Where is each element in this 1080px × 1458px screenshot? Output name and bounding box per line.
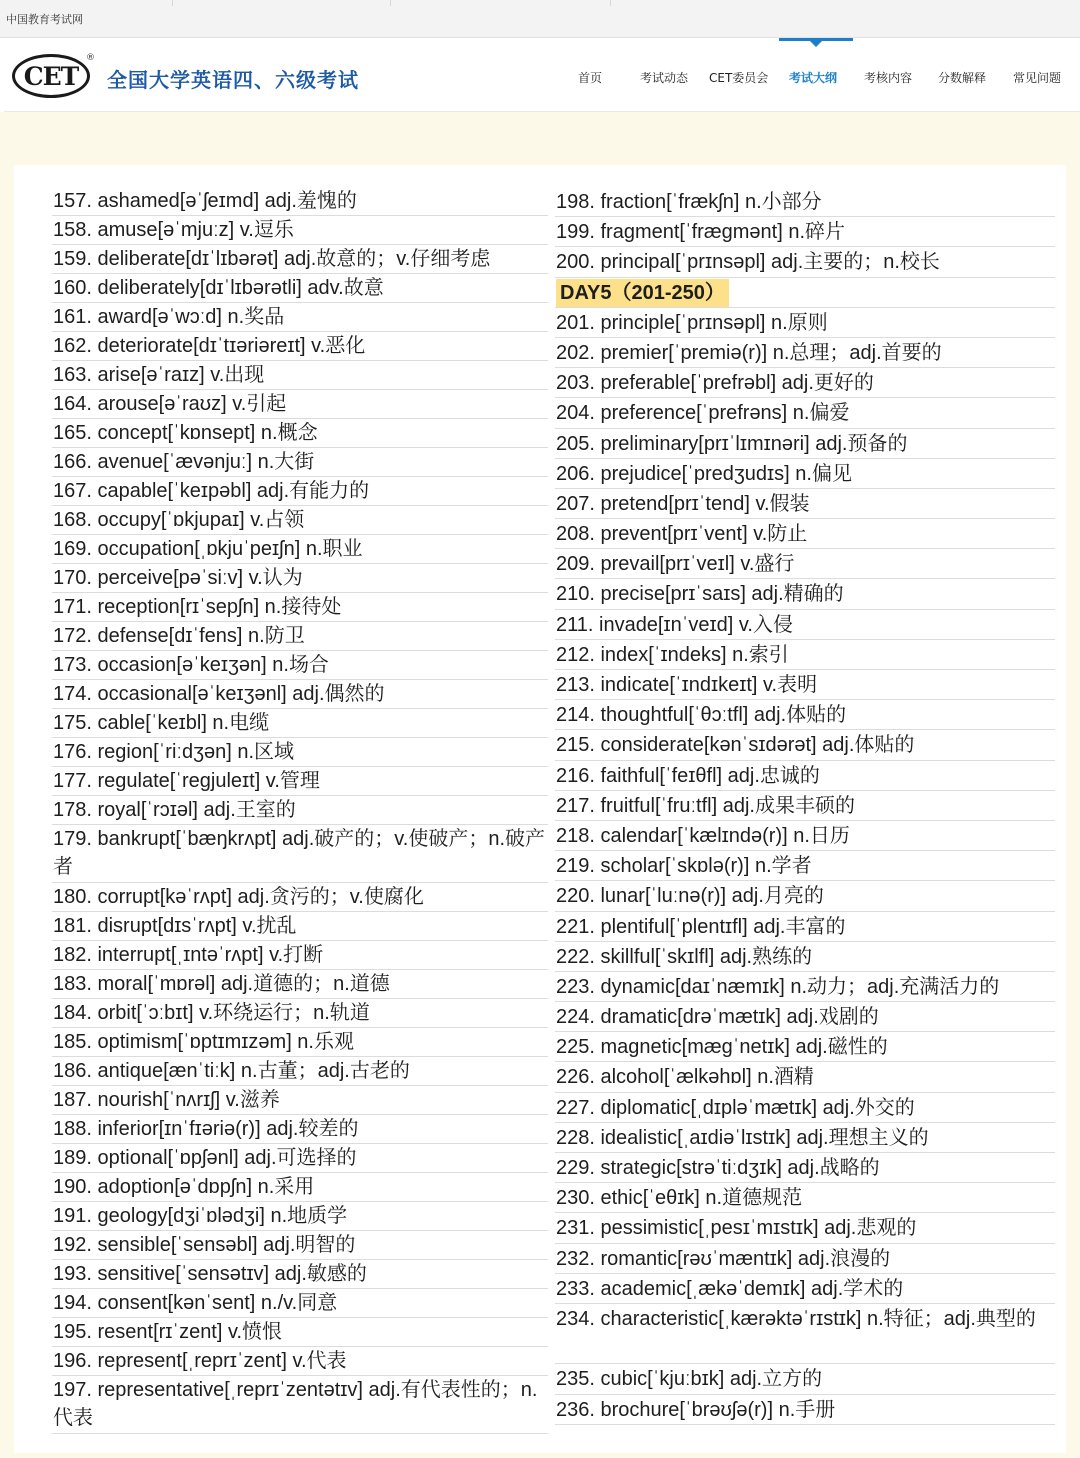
- vocab-entry-text: 228. idealistic[ˌaɪdiəˈlɪstɪk] adj.理想主义的: [556, 1126, 929, 1149]
- vocab-entry: [555, 730, 1055, 760]
- vocab-entry: [52, 1144, 548, 1173]
- vocab-entry-text: 207. pretend[prɪˈtend] v.假装: [556, 492, 810, 515]
- vocab-entry: [555, 1304, 1055, 1364]
- vocab-entry-text: 180. corrupt[kəˈrʌpt] adj.贪污的；v.使腐化: [53, 886, 424, 908]
- vocab-entry: [52, 564, 548, 593]
- vocab-entry-text: 188. inferior[ɪnˈfɪəriə(r)] adj.较差的: [53, 1118, 359, 1140]
- vocab-entry-text: 164. arouse[əˈraʊz] v.引起: [53, 393, 287, 415]
- vocab-entry: [555, 670, 1055, 700]
- vocab-entry-text: 175. cable[ˈkeɪbl] n.电缆: [53, 712, 270, 734]
- vocab-entry: [555, 912, 1055, 942]
- vocab-entry: [555, 187, 1055, 217]
- vocab-entry: [555, 1093, 1055, 1123]
- vocab-entry-text: 234. characteristic[ˌkærəktəˈrɪstɪk] n.特征；adj.典型的: [556, 1307, 1036, 1330]
- vocab-entry: [555, 761, 1055, 791]
- vocab-entry: [555, 217, 1055, 247]
- vocab-entry-text: 205. preliminary[prɪˈlɪmɪnəri] adj.预备的: [556, 432, 908, 455]
- vocab-entry-text: 194. consent[kənˈsent] n./v.同意: [53, 1292, 338, 1314]
- vocab-entry-text: 230. ethic[ˈeθɪk] n.道德规范: [556, 1187, 803, 1210]
- vocab-entry: [555, 1002, 1055, 1032]
- browser-tab-title[interactable]: 中国教育考试网: [6, 13, 83, 26]
- vocab-entry-text: 197. representative[ˌreprɪˈzentətɪv] adj.有代表性的；n.代表: [53, 1379, 538, 1429]
- vocab-entry: [52, 593, 548, 622]
- vocab-entry-text: 236. brochure[ˈbrəʊʃə(r)] n.手册: [556, 1398, 836, 1421]
- vocab-entry-text: 166. avenue[ˈævənjuː] n.大街: [53, 451, 315, 473]
- vocab-entry-text: 177. regulate[ˈregjuleɪt] v.管理: [53, 770, 320, 792]
- vocab-entry: [555, 1032, 1055, 1062]
- vocab-column-left: [52, 187, 548, 1434]
- vocab-entry: [52, 245, 548, 274]
- vocab-entry: [52, 883, 548, 912]
- vocab-entry: [52, 1318, 548, 1347]
- cet-logo-text: CET: [23, 61, 79, 91]
- vocab-entry-text: 182. interrupt[ˌɪntəˈrʌpt] v.打断: [53, 944, 324, 966]
- vocab-entry: [555, 429, 1055, 459]
- vocab-entry-text: 162. deteriorate[dɪˈtɪəriəreɪt] v.恶化: [53, 335, 366, 357]
- vocab-entry: [52, 738, 548, 767]
- vocab-entry: [52, 274, 548, 303]
- vocab-entry: [52, 796, 548, 825]
- vocab-entry: [52, 1057, 548, 1086]
- vocab-column-right: [555, 187, 1055, 1425]
- vocab-entry-text: 232. romantic[rəʊˈmæntɪk] adj.浪漫的: [556, 1247, 891, 1270]
- vocab-entry-text: 208. prevent[prɪˈvent] v.防止: [556, 523, 808, 546]
- vocab-entry: [555, 368, 1055, 398]
- vocab-entry-text: 231. pessimistic[ˌpesɪˈmɪstɪk] adj.悲观的: [556, 1217, 917, 1240]
- vocab-entry: [555, 1395, 1055, 1425]
- vocab-entry-text: 200. principal[ˈprɪnsəpl] adj.主要的；n.校长: [556, 251, 940, 274]
- vocab-entry-text: 221. plentiful[ˈplentɪfl] adj.丰富的: [556, 915, 846, 938]
- vocab-entry: [52, 767, 548, 796]
- nav-exam-news[interactable]: 考试动态: [640, 71, 689, 85]
- tab-divider: [172, 0, 173, 6]
- main-nav: [4, 38, 1080, 112]
- vocab-entry: [52, 1028, 548, 1057]
- vocab-entry-text: 198. fraction[ˈfrækʃn] n.小部分: [556, 191, 822, 213]
- nav-faq[interactable]: 常见问题: [1013, 71, 1062, 85]
- vocab-entry-text: 218. calendar[ˈkælɪndə(r)] n.日历: [556, 824, 850, 847]
- vocab-entry: [555, 1153, 1055, 1183]
- day-section-heading: DAY5（201-250）: [556, 279, 729, 307]
- vocab-entry: [555, 610, 1055, 640]
- vocab-entry: [52, 941, 548, 970]
- vocab-entry-text: 157. ashamed[əˈʃeɪmd] adj.羞愧的: [53, 190, 357, 212]
- vocab-entry-text: 196. represent[ˌreprɪˈzent] v.代表: [53, 1350, 347, 1372]
- site-header: [4, 38, 1080, 112]
- vocab-entry-text: 210. precise[prɪˈsaɪs] adj.精确的: [556, 583, 844, 606]
- vocab-entry-text: 214. thoughtful[ˈθɔːtfl] adj.体贴的: [556, 704, 847, 727]
- vocab-entry: [52, 332, 548, 361]
- vocab-entry: [52, 1173, 548, 1202]
- vocab-entry-text: 229. strategic[strəˈtiːdʒɪk] adj.战略的: [556, 1157, 880, 1179]
- vocab-entry-text: 159. deliberate[dɪˈlɪbərət] adj.故意的；v.仔细考虑: [53, 248, 491, 270]
- vocab-entry: [52, 1289, 548, 1318]
- vocab-entry-text: 225. magnetic[mægˈnetɪk] adj.磁性的: [556, 1036, 888, 1059]
- vocab-entry: [52, 1231, 548, 1260]
- vocab-entry: [555, 881, 1055, 911]
- vocab-entry-text: 173. occasion[əˈkeɪʒən] n.场合: [53, 654, 329, 676]
- vocab-entry-text: 181. disrupt[dɪsˈrʌpt] v.扰乱: [53, 915, 297, 937]
- vocab-entry-text: 222. skillful[ˈskɪlfl] adj.熟练的: [556, 945, 813, 968]
- nav-score-explanation[interactable]: 分数解释: [938, 71, 987, 85]
- nav-exam-syllabus[interactable]: 考试大纲: [789, 71, 838, 85]
- vocab-entry-text: 215. considerate[kənˈsɪdərət] adj.体贴的: [556, 734, 915, 757]
- vocab-entry-text: 179. bankrupt[ˈbæŋkrʌpt] adj.破产的；v.使破产；n.破产者: [53, 828, 546, 878]
- vocab-entry-text: 195. resent[rɪˈzent] v.愤恨: [53, 1321, 283, 1343]
- vocab-entry-text: 172. defense[dɪˈfens] n.防卫: [53, 625, 305, 647]
- vocab-entry-text: 204. preference[ˈprefrəns] n.偏爱: [556, 402, 850, 425]
- vocab-entry-text: 202. premier[ˈpremiə(r)] n.总理；adj.首要的: [556, 341, 942, 364]
- vocab-entry: [52, 912, 548, 941]
- vocab-entry: [52, 506, 548, 535]
- vocab-entry-text: 206. prejudice[ˈpredʒudɪs] n.偏见: [556, 462, 852, 485]
- vocab-entry: [52, 419, 548, 448]
- vocab-entry-text: 163. arise[əˈraɪz] v.出现: [53, 364, 265, 386]
- browser-tab-strip: [0, 0, 1080, 38]
- vocab-entry-text: 201. principle[ˈprɪnsəpl] n.原则: [556, 311, 828, 334]
- vocab-entry: [52, 1086, 548, 1115]
- vocab-entry: [555, 1244, 1055, 1274]
- vocab-entry-text: 199. fragment[ˈfrægmənt] n.碎片: [556, 221, 846, 244]
- vocab-entry: [555, 1213, 1055, 1243]
- vocab-entry: [52, 448, 548, 477]
- vocabulary-card: [14, 165, 1066, 1453]
- vocab-entry-text: 168. occupy[ˈɒkjupaɪ] v.占领: [53, 509, 305, 531]
- vocab-entry-text: 160. deliberately[dɪˈlɪbərətli] adv.故意: [53, 277, 384, 299]
- vocab-entry: [52, 477, 548, 506]
- vocab-entry-text: 193. sensitive[ˈsensətɪv] adj.敏感的: [53, 1263, 367, 1285]
- vocab-entry: [52, 651, 548, 680]
- vocab-entry-text: 161. award[əˈwɔːd] n.奖品: [53, 306, 285, 328]
- vocab-entry: [52, 1347, 548, 1376]
- vocab-entry: [555, 700, 1055, 730]
- vocab-entry-text: 176. region[ˈriːdʒən] n.区域: [53, 741, 295, 763]
- nav-assessment-content[interactable]: 考核内容: [864, 71, 913, 85]
- vocab-entry-text: 183. moral[ˈmɒrəl] adj.道德的；n.道德: [53, 973, 390, 995]
- vocab-entry: [555, 1364, 1055, 1394]
- vocab-entry-text: 219. scholar[ˈskɒlə(r)] n.学者: [556, 855, 812, 878]
- vocab-entry: [52, 1260, 548, 1289]
- vocab-entry: [555, 519, 1055, 549]
- vocab-entry-text: 216. faithful[ˈfeɪθfl] adj.忠诚的: [556, 764, 820, 787]
- vocab-entry-text: 226. alcohol[ˈælkəhɒl] n.酒精: [556, 1066, 814, 1089]
- vocab-entry-text: 185. optimism[ˈɒptɪmɪzəm] n.乐观: [53, 1031, 354, 1053]
- vocab-entry: [52, 1376, 548, 1434]
- vocab-entry: [52, 825, 548, 883]
- vocab-entry-text: 178. royal[ˈrɔɪəl] adj.王室的: [53, 799, 296, 821]
- vocab-entry-text: 170. perceive[pəˈsiːv] v.认为: [53, 567, 303, 589]
- vocab-entry: [52, 709, 548, 738]
- vocab-entry: [52, 187, 548, 216]
- vocab-entry-text: 192. sensible[ˈsensəbl] adj.明智的: [53, 1234, 356, 1256]
- vocab-entry-text: 213. indicate[ˈɪndɪkeɪt] v.表明: [556, 674, 818, 696]
- site-name[interactable]: 全国大学英语四、六级考试: [107, 68, 359, 92]
- nav-home[interactable]: 首页: [578, 71, 603, 85]
- vocab-entry-text: 190. adoption[əˈdɒpʃn] n.采用: [53, 1176, 315, 1198]
- vocab-entry-text: 224. dramatic[drəˈmætɪk] adj.戏剧的: [556, 1006, 879, 1029]
- vocab-entry: [555, 398, 1055, 428]
- vocab-entry-text: 165. concept[ˈkɒnsept] n.概念: [53, 422, 318, 444]
- vocab-entry-text: 203. preferable[ˈprefrəbl] adj.更好的: [556, 372, 874, 395]
- registered-mark: ®: [86, 53, 95, 63]
- vocab-entry: [52, 216, 548, 245]
- vocab-entry: [555, 1062, 1055, 1092]
- vocab-entry-text: 184. orbit[ˈɔːbɪt] v.环绕运行；n.轨道: [53, 1002, 370, 1024]
- vocab-entry: [555, 821, 1055, 851]
- tab-divider: [610, 0, 611, 6]
- vocab-entry: [52, 970, 548, 999]
- vocab-entry-text: 187. nourish[ˈnʌrɪʃ] v.滋养: [53, 1089, 280, 1111]
- vocab-entry: [52, 680, 548, 709]
- vocab-entry: [555, 1123, 1055, 1153]
- vocab-entry-text: 158. amuse[əˈmjuːz] v.逗乐: [53, 219, 294, 241]
- vocab-entry-text: 169. occupation[ˌɒkjuˈpeɪʃn] n.职业: [53, 538, 363, 560]
- vocab-entry: [555, 640, 1055, 670]
- vocab-entry-text: 211. invade[ɪnˈveɪd] v.入侵: [556, 613, 793, 636]
- vocab-entry-text: 212. index[ˈɪndeks] n.索引: [556, 643, 789, 666]
- vocab-entry: [52, 303, 548, 332]
- vocab-entry-text: 167. capable[ˈkeɪpəbl] adj.有能力的: [53, 480, 370, 502]
- vocab-entry: [555, 278, 1055, 308]
- vocab-entry: [555, 247, 1055, 277]
- vocab-entry: [555, 308, 1055, 338]
- vocab-entry-text: 191. geology[dʒiˈɒlədʒi] n.地质学: [53, 1205, 348, 1227]
- vocab-entry-text: 217. fruitful[ˈfruːtfl] adj.成果丰硕的: [556, 794, 855, 817]
- vocab-entry: [555, 459, 1055, 489]
- vocab-entry: [52, 390, 548, 419]
- vocab-entry: [555, 549, 1055, 579]
- vocab-entry: [52, 999, 548, 1028]
- vocab-entry-text: 189. optional[ˈɒpʃənl] adj.可选择的: [53, 1147, 357, 1169]
- tab-divider: [390, 0, 391, 6]
- vocab-entry-text: 223. dynamic[daɪˈnæmɪk] n.动力；adj.充满活力的: [556, 975, 1000, 998]
- vocab-entry-text: 209. prevail[prɪˈveɪl] v.盛行: [556, 553, 795, 576]
- vocab-entry-text: 220. lunar[ˈluːnə(r)] adj.月亮的: [556, 885, 824, 908]
- vocab-entry: [555, 1274, 1055, 1304]
- nav-cet-committee[interactable]: CET委员会: [709, 71, 769, 85]
- vocab-entry: [52, 361, 548, 390]
- vocab-entry: [52, 622, 548, 651]
- vocab-entry: [52, 1115, 548, 1144]
- vocab-entry: [555, 972, 1055, 1002]
- vocab-entry-text: 171. reception[rɪˈsepʃn] n.接待处: [53, 596, 342, 618]
- vocab-entry: [555, 851, 1055, 881]
- vocab-entry-text: 186. antique[ænˈtiːk] n.古董；adj.古老的: [53, 1060, 410, 1082]
- vocab-entry: [52, 535, 548, 564]
- vocab-entry: [555, 338, 1055, 368]
- vocab-entry-text: 233. academic[ˌækəˈdemɪk] adj.学术的: [556, 1277, 904, 1300]
- vocab-entry-text: 174. occasional[əˈkeɪʒənl] adj.偶然的: [53, 683, 385, 705]
- vocab-entry: [555, 1183, 1055, 1213]
- nav-active-caret: [810, 41, 822, 47]
- vocab-entry-text: 227. diplomatic[ˌdɪpləˈmætɪk] adj.外交的: [556, 1096, 915, 1119]
- vocab-entry: [555, 579, 1055, 609]
- vocab-entry: [555, 489, 1055, 519]
- vocab-entry: [555, 942, 1055, 972]
- vocab-entry: [555, 791, 1055, 821]
- vocab-entry-text: 235. cubic[ˈkjuːbɪk] adj.立方的: [556, 1368, 823, 1391]
- vocab-entry: [52, 1202, 548, 1231]
